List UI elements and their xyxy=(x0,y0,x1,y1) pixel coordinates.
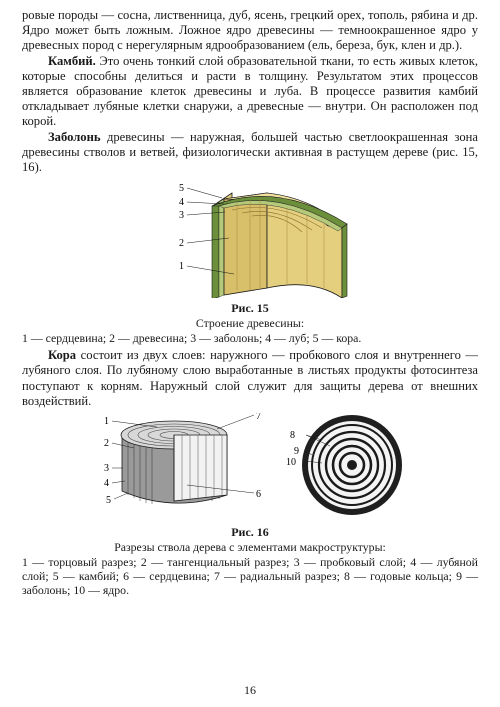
paragraph-cambium xyxy=(22,54,478,130)
fig16-label-6: 6 xyxy=(256,489,261,501)
fig15-label-5: 5 xyxy=(179,183,184,195)
figure-16 xyxy=(22,413,478,521)
fig15-label-2: 2 xyxy=(179,238,184,250)
fig16-label-9: 9 xyxy=(294,446,299,458)
figure-15-subtitle: Строение древесины: xyxy=(195,316,305,331)
term-bark: Кора xyxy=(48,348,77,363)
fig15-label-1: 1 xyxy=(179,261,184,273)
paragraph-heartwood: ровые породы — сосна, лиственница, дуб, ясень, грецкий орех, тополь, рябина и др. Ядро может быть ложным. Ложное ядро древесины — темноокрашенное ядро у древесных пород с нерегулярным ядрообразованием (ель, береза, бук, клен и др.). xyxy=(22,8,478,53)
fig16-label-7: 7 xyxy=(256,413,261,423)
term-cambium: Камбий. xyxy=(48,53,96,68)
fig16-label-3: 3 xyxy=(104,463,109,475)
trunk-sections-drawing xyxy=(22,413,478,521)
figure-16-legend: 1 — торцовый разрез; 2 — тангенциальный разрез; 3 — пробковый слой; 4 — лубяной слой; 5 — камбий; 6 — сердцевина; 7 — радиальный разрез; 8 — годовые кольца; 9 — заболонь; 10 — ядро. xyxy=(22,555,478,598)
fig16-label-10: 10 xyxy=(286,457,296,469)
figure-15-title: Рис. 15 xyxy=(231,301,269,316)
figure-15 xyxy=(22,178,478,298)
paragraph-sapwood xyxy=(22,130,478,176)
fig16-label-8: 8 xyxy=(290,430,295,442)
fig15-label-3: 3 xyxy=(179,210,184,222)
page-content xyxy=(22,8,478,597)
cambium-text: Это очень тонкий слой образовательной ткани, то есть живых клеток, которые способны делиться и расти в толщину. Результатом этих процессов является образование клеток древесины и луба. В процессе развития камбий откладывает лубяные клетки снаружи, а древесные — внутри. Он расположен под корой. xyxy=(22,53,478,129)
trunk-cutaway xyxy=(112,415,254,504)
fig16-label-2: 2 xyxy=(104,438,109,450)
paragraph-bark xyxy=(22,348,478,409)
fig16-label-5: 5 xyxy=(106,495,111,507)
page-number: 16 xyxy=(244,683,256,697)
term-sapwood: Заболонь xyxy=(48,129,101,144)
figure-15-legend: 1 — сердцевина; 2 — древесина; 3 — заболонь; 4 — луб; 5 — кора. xyxy=(22,331,362,346)
fig16-label-4: 4 xyxy=(104,478,109,490)
bark-text: состоит из двух слоев: наружного — пробкового слоя и внутреннего — лубяного слоя. По лубяному слою выработанные в листьях продукты фотосинтеза поступают к корням. Наружный слой служит для защиты дерева от внешних воздействий. xyxy=(22,348,478,408)
cross-section-rings xyxy=(302,415,402,515)
sapwood-text: древесины — наружная, большей частью светлоокрашенная зона древесины стволов и ветвей, физиологически активная в растущем дереве (рис. 15, 16). xyxy=(22,129,478,175)
fig16-label-1: 1 xyxy=(104,416,109,428)
wood-structure-drawing xyxy=(22,178,478,298)
fig15-label-4: 4 xyxy=(179,197,184,209)
figure-16-title: Рис. 16 xyxy=(231,525,269,540)
figure-16-subtitle: Разрезы ствола дерева с элементами макроструктуры: xyxy=(114,540,386,555)
